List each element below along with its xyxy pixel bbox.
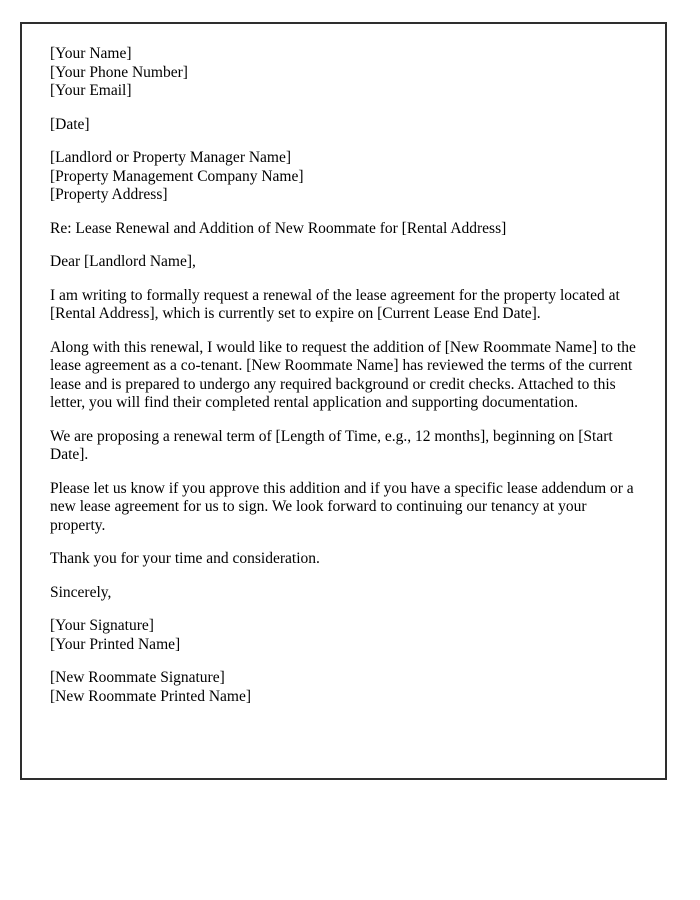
recipient-line: [Property Address] [50,186,168,203]
salutation-line: Dear [Landlord Name], [50,253,196,270]
body-paragraph: I am writing to formally request a renewal of the lease agreement for the property located at [Rental Address], which is currently set to expire on [Current Lease End Date]. [50,286,620,322]
recipient-line: [Landlord or Property Manager Name] [50,149,292,166]
signature-line: [Your Signature] [50,617,154,634]
recipient-block [50,149,639,205]
body-paragraph: Thank you for your time and consideration. [50,550,320,567]
date-line: [Date] [50,115,90,133]
signature-line: [Your Printed Name] [50,635,181,653]
sender-line: [Your Name] [50,45,132,62]
closing-block [50,584,639,603]
date-block [50,116,639,135]
subject-line: Re: Lease Renewal and Addition of New Roommate for [Rental Address] [50,219,507,237]
body-paragraphs [50,287,639,569]
recipient-line: [Property Management Company Name] [50,167,304,185]
letter-page [20,22,667,780]
signature-block [50,617,639,654]
sender-block [50,45,639,101]
body-paragraph: We are proposing a renewal term of [Length of Time, e.g., 12 months], beginning on [Start Date]. [50,427,613,463]
subject-block [50,220,639,239]
body-paragraph: Along with this renewal, I would like to request the addition of [New Roommate Name] to the lease agreement as a co-tenant. [New Roommate Name] has reviewed the terms of the current lease and is prepared to undergo any required background or credit checks. Attached to this letter, you will find their completed rental application and supporting documentation. [50,338,636,411]
salutation-block [50,253,639,272]
sender-line: [Your Email] [50,82,132,99]
sender-line: [Your Phone Number] [50,63,188,81]
roommate-signature-block [50,669,639,706]
roommate-signature-line: [New Roommate Printed Name] [50,687,252,705]
closing-line: Sincerely, [50,583,112,601]
roommate-signature-line: [New Roommate Signature] [50,669,225,686]
letter-content [22,24,665,706]
body-paragraph: Please let us know if you approve this addition and if you have a specific lease addendum or a new lease agreement for us to sign. We look forward to continuing our tenancy at your property. [50,479,634,534]
